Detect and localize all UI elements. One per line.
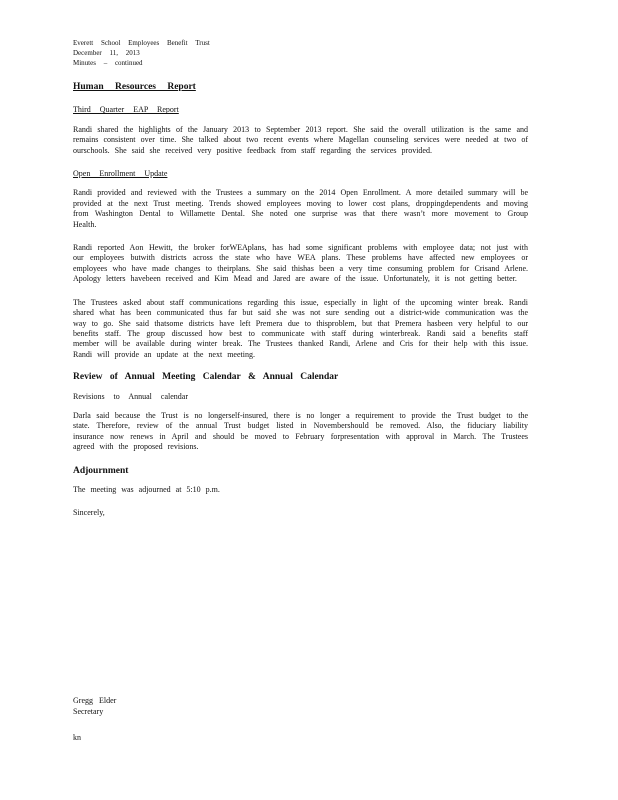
- section-title-adjournment: Adjournment: [73, 465, 129, 476]
- signer-name: Gregg Elder: [73, 696, 117, 705]
- paragraph-open-enrollment-2: Randi reported Aon Hewitt, the broker forWEAplans, has had some significant problems with employee data; not just with our employees butwith districts across the state who have WEA plans. These problems have affected new employees or employees who have made changes to theirplans. She said thishas been a very time consuming problem for Crisand Arlene. Apology letters havebeen received and Kim Mead and Jared are aware of the issue. Unfortunately, it is not getting better.: [73, 243, 528, 284]
- header-date: December 11, 2013: [73, 49, 140, 57]
- paragraph-open-enrollment-1: Randi provided and reviewed with the Trustees a summary on the 2014 Open Enrollment. A more detailed summary will be provided at the next Trust meeting. Trends showed employees moving to lower cost plans, droppingdependents and moving from Washington Dental to Willamette Dental. She noted one surprise was that there wasn’t more movement to Group Health.: [73, 188, 528, 229]
- document-body: [73, 82, 528, 532]
- paragraph-eap: Randi shared the highlights of the January 2013 to September 2013 report. She said the overall utilization is the same and remains consistent over time. She talked about two recent events where Magellan counseling services were needed at two of ourschools. She said she received very positive feedback from staff regarding the services provided.: [73, 124, 528, 155]
- paragraph-adjournment: The meeting was adjourned at 5:10 p.m.: [73, 484, 220, 494]
- subsection-title-open-enrollment: Open Enrollment Update: [73, 169, 168, 179]
- section-title-review-calendar: Review of Annual Meeting Calendar & Annual Calendar: [73, 372, 339, 383]
- paragraph-revisions: Darla said because the Trust is no longerself-insured, there is no longer a requirement to provide the Trust budget to the state. Therefore, review of the annual Trust budget listed in Novembershould be removed. Also, the fiduciary liability insurance now renews in April and should be moved to February forpresentation with approval in March. The Trustees agreed with the proposed revisions.: [73, 410, 528, 452]
- signer-role: Secretary: [73, 707, 104, 716]
- subsection-title-revisions: Revisions to Annual calendar: [73, 391, 188, 401]
- section-title-hr-report: Human Resources Report: [73, 82, 196, 92]
- typist-initials: kn: [73, 733, 81, 742]
- header-organization: Everett School Employees Benefit Trust: [73, 39, 210, 47]
- paragraph-open-enrollment-3: The Trustees asked about staff communications regarding this issue, especially in light of the upcoming winter break. Randi shared what has been communicated thus far but said she was not sure sending out a district-wide communication was the way to go. She said thatsome districts have left Premera due to thisproblem, but that Premera hasbeen very helpful to our benefits staff. The group discussed how best to communicate with staff during winterbreak. Randi said a benefits staff member will be available during winter break. The Trustees thanked Randi, Arlene and Cris for their help with this issue. Randi will provide an update at the next meeting.: [73, 297, 528, 359]
- header-continued: Minutes – continued: [73, 59, 143, 67]
- signature-block: [73, 695, 116, 717]
- document-header: [73, 38, 373, 68]
- subsection-title-eap: Third Quarter EAP Report: [73, 105, 179, 115]
- salutation: Sincerely,: [73, 508, 105, 518]
